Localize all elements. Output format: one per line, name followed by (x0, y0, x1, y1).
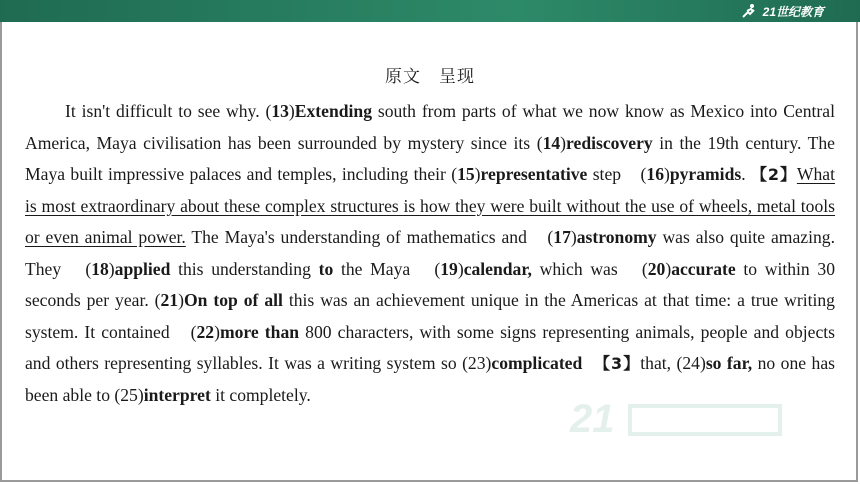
svg-text:21: 21 (570, 397, 615, 441)
highlight-to: to (318, 258, 334, 279)
blank-number: 21 (160, 290, 179, 310)
brand-logo (739, 2, 824, 20)
reading-passage: It isn't difficult to see why. (13)Extending south from parts of what we now know as Mexico into Central America, Maya civilisation has been surrounded by mystery since its (14)rediscovery in the 19th century. The Maya built impressive palaces and temples, including their (15)representative step (16)pyramids. 【2】What is most extraordinary about these complex structures is how they were built without the use of wheels, metal tools or even animal power. The Maya's understanding of mathematics and (17)astronomy was also quite amazing. They (18)applied this understanding to the Maya (19)calendar, which was (20)accurate to within 30 seconds per year. (21)On top of all this was an achievement unique in the Americas at that time: a true writing system. It contained (22)more than 800 characters, with some signs representing animals, people and objects and others representing syllables. It was a writing system so (23)complicated 【3】that, (24)so far, no one has been able to (25)interpret it completely. (25, 101, 836, 405)
blank-number: 20 (647, 258, 666, 279)
blank-number: 17 (553, 227, 571, 247)
sentence-marker-3: 【3】 (601, 354, 641, 373)
blank-number: 19 (440, 258, 458, 279)
blank-number: 18 (91, 258, 109, 279)
section-title: 原文 呈现 (385, 67, 475, 87)
answer-17: astronomy (576, 227, 657, 247)
underlined-sentence: What is most extraordinary about these complex structures is how they were built without the use of wheels, metal tools or even animal power. (25, 164, 836, 247)
answer-14: rediscovery (566, 132, 653, 153)
answer-13: Extending (294, 101, 373, 121)
answer-23: complicated (491, 353, 583, 373)
answer-16: pyramids (669, 164, 742, 184)
logo-text: 21世纪教育 (762, 4, 824, 19)
answer-21: On top of all (183, 290, 283, 310)
answer-22: more than (219, 321, 300, 342)
top-banner (0, 0, 860, 22)
answer-19: calendar, (463, 258, 532, 279)
blank-number: 14 (542, 132, 561, 153)
answer-15: representative (480, 164, 588, 184)
answer-18: applied (114, 258, 171, 279)
answer-24: so far, (705, 353, 753, 373)
blank-number: 13 (271, 101, 289, 121)
answer-20: accurate (671, 258, 736, 279)
blank-number: 16 (646, 164, 664, 184)
blank-number: 15 (457, 164, 475, 184)
sentence-marker-2: 【2】 (750, 165, 797, 184)
answer-25: interpret (143, 384, 211, 405)
blank-number: 22 (196, 321, 215, 342)
runner-icon (739, 3, 759, 19)
